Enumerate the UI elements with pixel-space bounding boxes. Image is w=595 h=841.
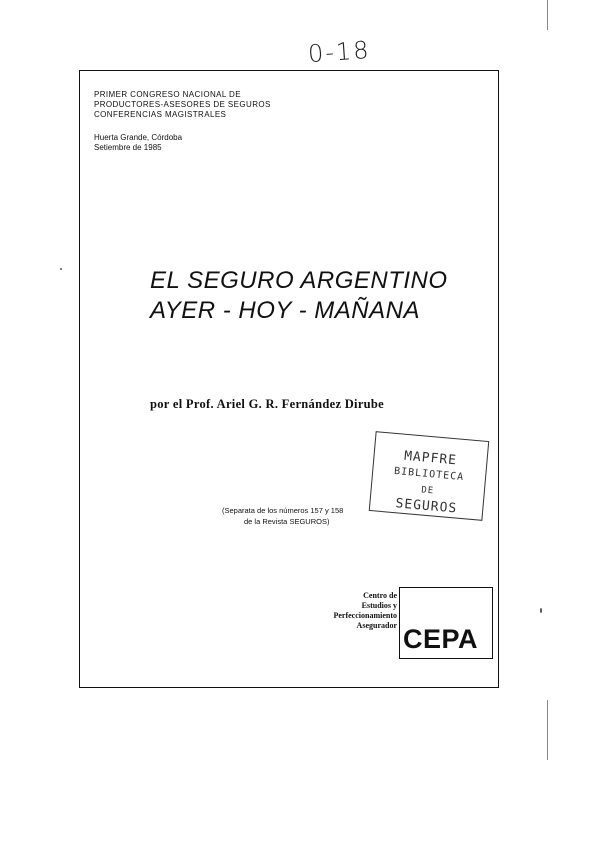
publisher-line: Perfeccionamiento [333, 611, 397, 620]
document-title [150, 266, 448, 326]
publisher-line: Estudios y [361, 601, 397, 610]
congress-line: CONFERENCIAS MAGISTRALES [94, 110, 227, 119]
title-line-1: EL SEGURO ARGENTINO [150, 267, 448, 294]
title-line-2: AYER - HOY - MAÑANA [150, 297, 420, 324]
stamp-line-4: SEGUROS [394, 496, 458, 517]
date-text: Setiembre de 1985 [94, 143, 162, 152]
stamp-line-1: MAPFRE [403, 448, 458, 469]
place-text: Huerta Grande, Córdoba [94, 133, 183, 142]
stamp-line-3: DE [420, 485, 435, 497]
separata-line-1: (Separata de los números 157 y 158 [222, 506, 344, 515]
library-stamp [369, 431, 490, 521]
publisher-line: Centro de [363, 591, 397, 600]
congress-header [94, 90, 271, 120]
separata-line-2: de la Revista SEGUROS) [244, 517, 330, 526]
stamp-line-2: BIBLIOTECA [393, 465, 465, 484]
separata-note [222, 505, 343, 527]
scan-edge-mark [547, 0, 548, 30]
congress-line: PRIMER CONGRESO NACIONAL DE [94, 90, 241, 99]
cepa-logo: CEPA [403, 624, 479, 654]
publisher-name [333, 591, 397, 631]
congress-line: PRODUCTORES-ASESORES DE SEGUROS [94, 100, 271, 109]
author-line: por el Prof. Ariel G. R. Fernández Dirube [150, 397, 385, 411]
scan-edge-mark [547, 700, 548, 760]
scan-speck [60, 268, 62, 270]
publisher-block [300, 585, 495, 685]
place-date [94, 133, 182, 153]
publisher-line: Asegurador [356, 621, 397, 630]
handwritten-note: 0-18 [307, 35, 372, 69]
scan-speck [540, 608, 542, 613]
